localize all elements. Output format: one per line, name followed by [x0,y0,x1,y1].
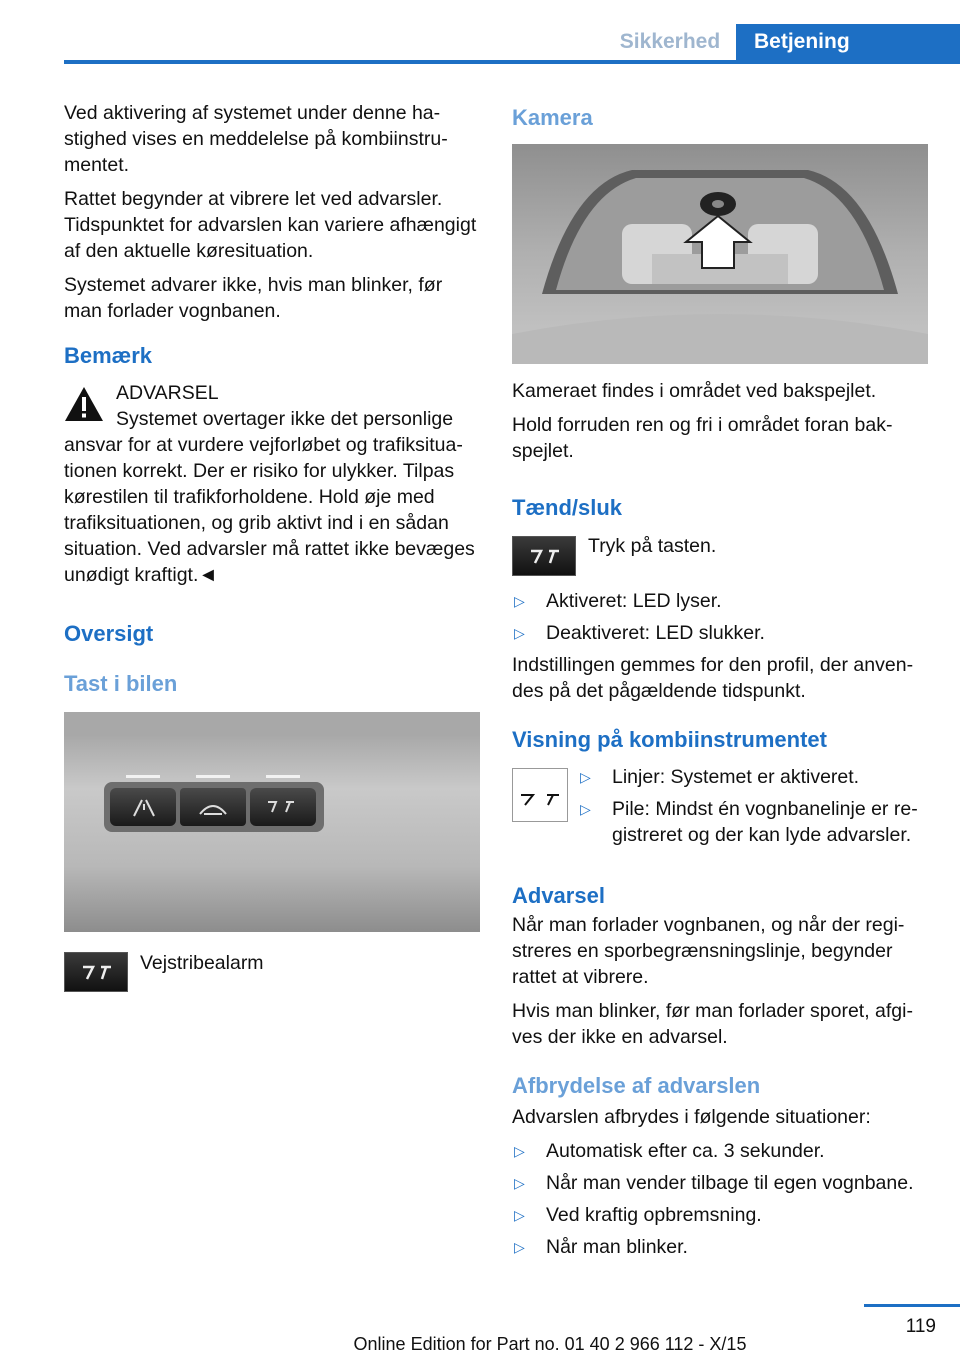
page-header [0,0,960,64]
toggle-list [512,588,932,712]
list-item: ▷ Deaktiveret: LED slukker. [514,622,765,644]
edition-footer: Online Edition for Part no. 01 40 2 966 112 - X/15 [353,1334,747,1354]
heading-taend-sluk: Tænd/sluk [512,495,623,520]
paragraph: Advarslen afbrydes i følgende situationer: [512,1106,871,1128]
paragraph: Når man forlader vognbanen, og når der registreres en sporbegrænsningslinje, begynder rattet at vibrere. [512,914,905,988]
heading-oversigt: Oversigt [64,621,154,646]
warning-text: Systemet overtager ikke det personlige ansvar for at vurdere vejforløbet og trafiksituationen korrekt. Der er risiko for ulykker. Tilpas kørestilen til trafikforholdene. Hold øje med trafiksituationen, og grib aktivt ind i en sådan situation. Ved advarsler må rattet ikke bevæges unødigt kraftigt.◄ [64,408,475,586]
paragraph: Kameraet findes i området ved bakspejlet. [512,380,877,402]
left-column [64,100,482,332]
paragraph: Systemet advarer ikke, hvis man blinker, før man forlader vognbanen. [64,274,443,322]
warning-title: ADVARSEL [116,382,219,404]
heading-advarsel: Advarsel [512,883,605,908]
paragraph: Indstillingen gemmes for den profil, der anvendes på det pågældende tidspunkt. [512,654,914,702]
header-rule [64,60,960,64]
press-text: Tryk på tasten. [588,535,717,557]
display-lines-icon [512,768,568,822]
paragraph: Hold forruden ren og fri i området foran bakspejlet. [512,414,893,462]
paragraph: Hvis man blinker, før man forlader sporet, afgives der ikke en advarsel. [512,1000,913,1048]
heading-visning: Visning på kombiinstrumentet [512,727,827,752]
list-item: ▷ Aktiveret: LED lyser. [514,590,722,612]
afbrydelse-text [512,1104,932,1266]
camera-text [512,378,932,472]
footer-rule [864,1304,960,1307]
heading-bemaerk: Bemærk [64,343,153,368]
triangle-bullet-icon: ▷ [580,769,591,785]
camera-photo [512,144,928,364]
triangle-bullet-icon: ▷ [514,1143,525,1159]
warning-box [64,380,482,588]
paragraph: Ved aktivering af systemet under denne hastighed vises en meddelelse på kombiinstrumentet. [64,102,448,176]
list-item: ▷ Linjer: Systemet er aktiveret. [580,766,860,788]
triangle-bullet-icon: ▷ [514,1175,525,1191]
display-list [578,764,928,854]
triangle-bullet-icon: ▷ [514,593,525,609]
button-panel-photo [64,712,480,932]
list-item: ▷ Når man blinker. [514,1236,688,1258]
heading-kamera: Kamera [512,105,593,130]
tab-betjening[interactable]: Betjening [736,24,960,60]
tab-sikkerhed[interactable]: Sikkerhed [619,30,721,53]
triangle-bullet-icon: ▷ [580,801,591,817]
lane-departure-button-icon [512,536,576,576]
triangle-bullet-icon: ▷ [514,625,525,641]
triangle-bullet-icon: ▷ [514,1239,525,1255]
heading-tast-i-bilen: Tast i bilen [64,671,178,696]
page-number: 119 [905,1316,936,1337]
heading-afbrydelse: Afbrydelse af advarslen [512,1073,761,1098]
paragraph: Rattet begynder at vibrere let ved advarsler. Tidspunktet for advarslen kan variere afhængigt af den aktuelle køresituation. [64,188,477,262]
advarsel-text [512,912,932,1058]
icon-caption: Vejstribealarm [140,952,264,974]
list-item: ▷ Pile: Mindst én vognbanelinje er registreret og der kan lyde advarsler. [580,798,918,846]
list-item: ▷ Ved kraftig opbremsning. [514,1204,762,1226]
list-item: ▷ Automatisk efter ca. 3 sekunder. [514,1140,825,1162]
lane-departure-button-icon [64,952,128,992]
list-item: ▷ Når man vender tilbage til egen vognbane. [514,1172,914,1194]
triangle-bullet-icon: ▷ [514,1207,525,1223]
